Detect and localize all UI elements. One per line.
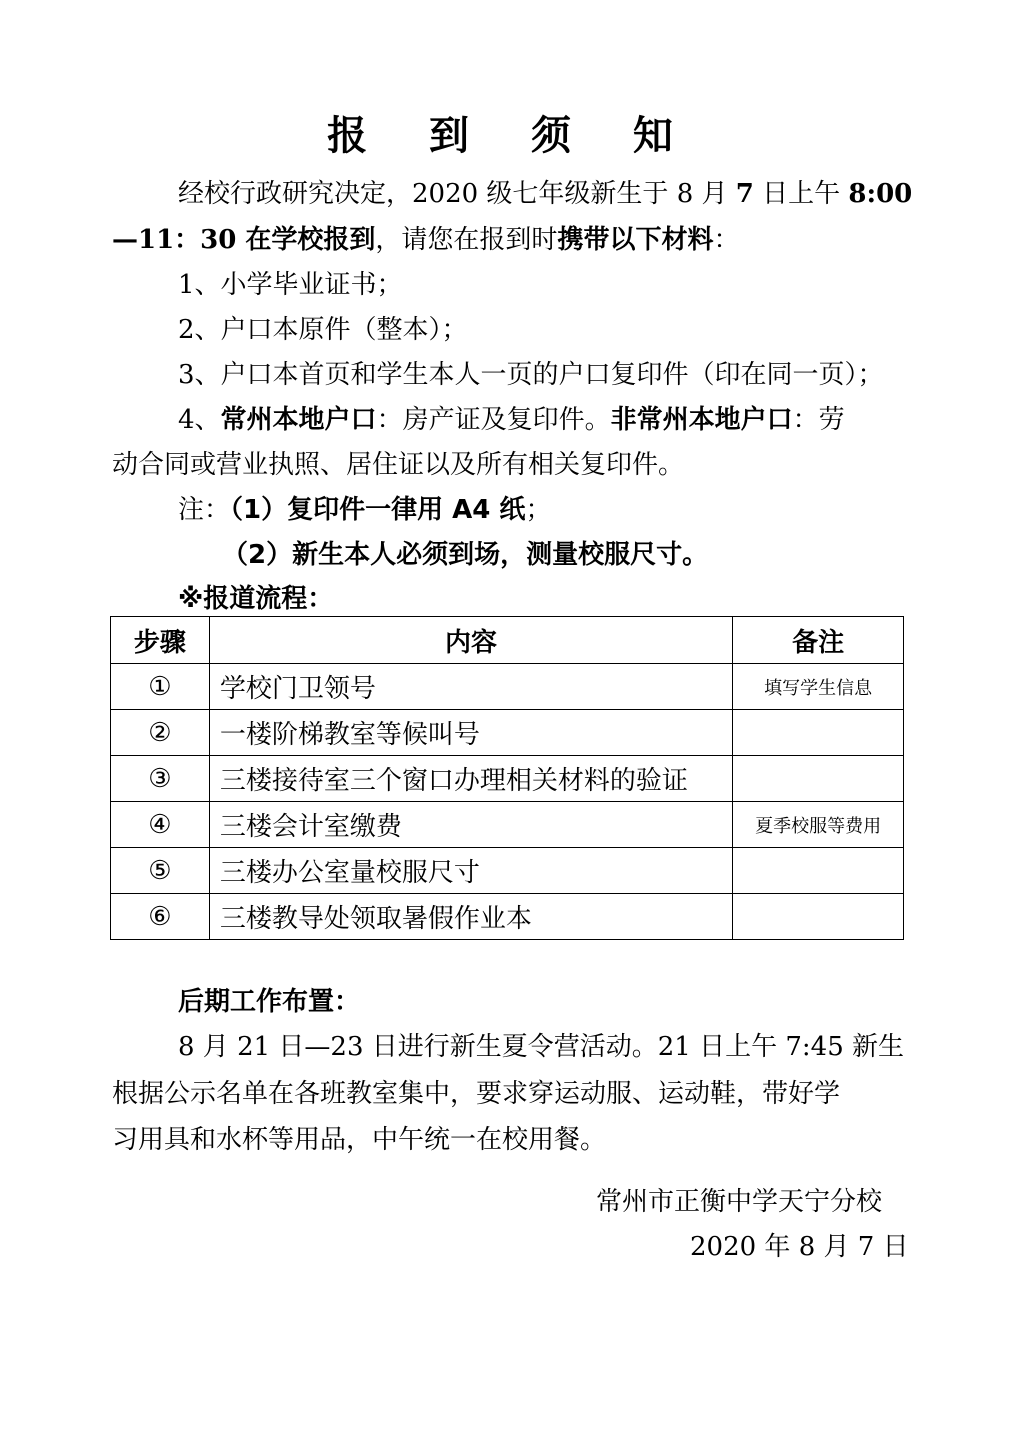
later-paragraph-line-3: 习用具和水杯等用品，中午统一在校用餐。 [112, 1125, 607, 1155]
step-number: ① [111, 664, 210, 710]
intro-text: ，请您在报到时 [375, 225, 558, 255]
table-row [111, 802, 904, 848]
table-row [111, 848, 904, 894]
material-item-4-text: ：房产证及复印件。 [376, 405, 611, 435]
intro-line-1 [178, 174, 912, 214]
intro-date-day: 7 [735, 179, 754, 209]
table-row [111, 756, 904, 802]
material-item-4-line-2: 动合同或营业执照、居住证以及所有相关复印件。 [112, 450, 685, 480]
step-number: ③ [111, 756, 210, 802]
note-1-text: （1）复印件一律用 A4 纸 [230, 495, 526, 525]
signature-school: 常州市正衡中学天宁分校 [596, 1187, 883, 1217]
flow-heading: ※报道流程： [178, 584, 334, 614]
nonlocal-hukou-label: 非常州本地户口 [610, 405, 793, 435]
step-number: ⑤ [111, 848, 210, 894]
table-row [111, 894, 904, 940]
step-content: 三楼办公室量校服尺寸 [209, 848, 732, 894]
local-hukou-label: 常州本地户口 [220, 405, 377, 435]
intro-time-end: —11：30 在学校报到 [112, 225, 376, 255]
material-item-1: 1、小学毕业证书； [178, 270, 403, 300]
intro-text: ： [713, 225, 740, 255]
intro-line-2 [112, 220, 739, 260]
material-item-4 [178, 400, 845, 440]
intro-time-start: 8:00 [848, 179, 913, 209]
header-content: 内容 [209, 617, 732, 664]
step-number: ② [111, 710, 210, 756]
header-step: 步骤 [111, 617, 210, 664]
step-note [733, 710, 904, 756]
table-header-row [111, 617, 904, 664]
note-1 [178, 490, 551, 530]
step-number: ④ [111, 802, 210, 848]
step-note [733, 848, 904, 894]
step-content: 一楼阶梯教室等候叫号 [209, 710, 732, 756]
later-paragraph-line-2: 根据公示名单在各班教室集中，要求穿运动服、运动鞋，带好学 [112, 1079, 841, 1109]
step-content: 三楼会计室缴费 [209, 802, 732, 848]
step-content: 学校门卫领号 [209, 664, 732, 710]
header-note: 备注 [733, 617, 904, 664]
intro-bring-materials: 携带以下材料 [557, 225, 714, 255]
step-content: 三楼接待室三个窗口办理相关材料的验证 [209, 756, 732, 802]
material-item-4-num: 4、 [178, 405, 221, 435]
note-prefix: 注： [178, 495, 231, 525]
step-note [733, 756, 904, 802]
step-note: 夏季校服等费用 [733, 802, 904, 848]
signature-date: 2020 年 8 月 7 日 [690, 1232, 909, 1262]
step-note: 填写学生信息 [733, 664, 904, 710]
note-1-end: ； [525, 495, 552, 525]
later-paragraph-line-1: 8 月 21 日—23 日进行新生夏令营活动。21 日上午 7:45 新生 [178, 1032, 905, 1062]
flow-table [110, 616, 904, 940]
page-title: 报 到 须 知 [327, 113, 697, 159]
step-number: ⑥ [111, 894, 210, 940]
material-item-4-text: ：劳 [792, 405, 845, 435]
material-item-3: 3、户口本首页和学生本人一页的户口复印件（印在同一页）； [178, 360, 884, 390]
step-content: 三楼教导处领取暑假作业本 [209, 894, 732, 940]
material-item-2: 2、户口本原件（整本）； [178, 315, 468, 345]
intro-text: 日上午 [753, 179, 849, 209]
note-2: （2）新生本人必须到场，测量校服尺寸。 [222, 540, 709, 570]
step-note [733, 894, 904, 940]
table-row [111, 710, 904, 756]
intro-text: 经校行政研究决定，2020 级七年级新生于 8 月 [178, 179, 736, 209]
later-heading: 后期工作布置： [178, 987, 361, 1017]
table-row [111, 664, 904, 710]
